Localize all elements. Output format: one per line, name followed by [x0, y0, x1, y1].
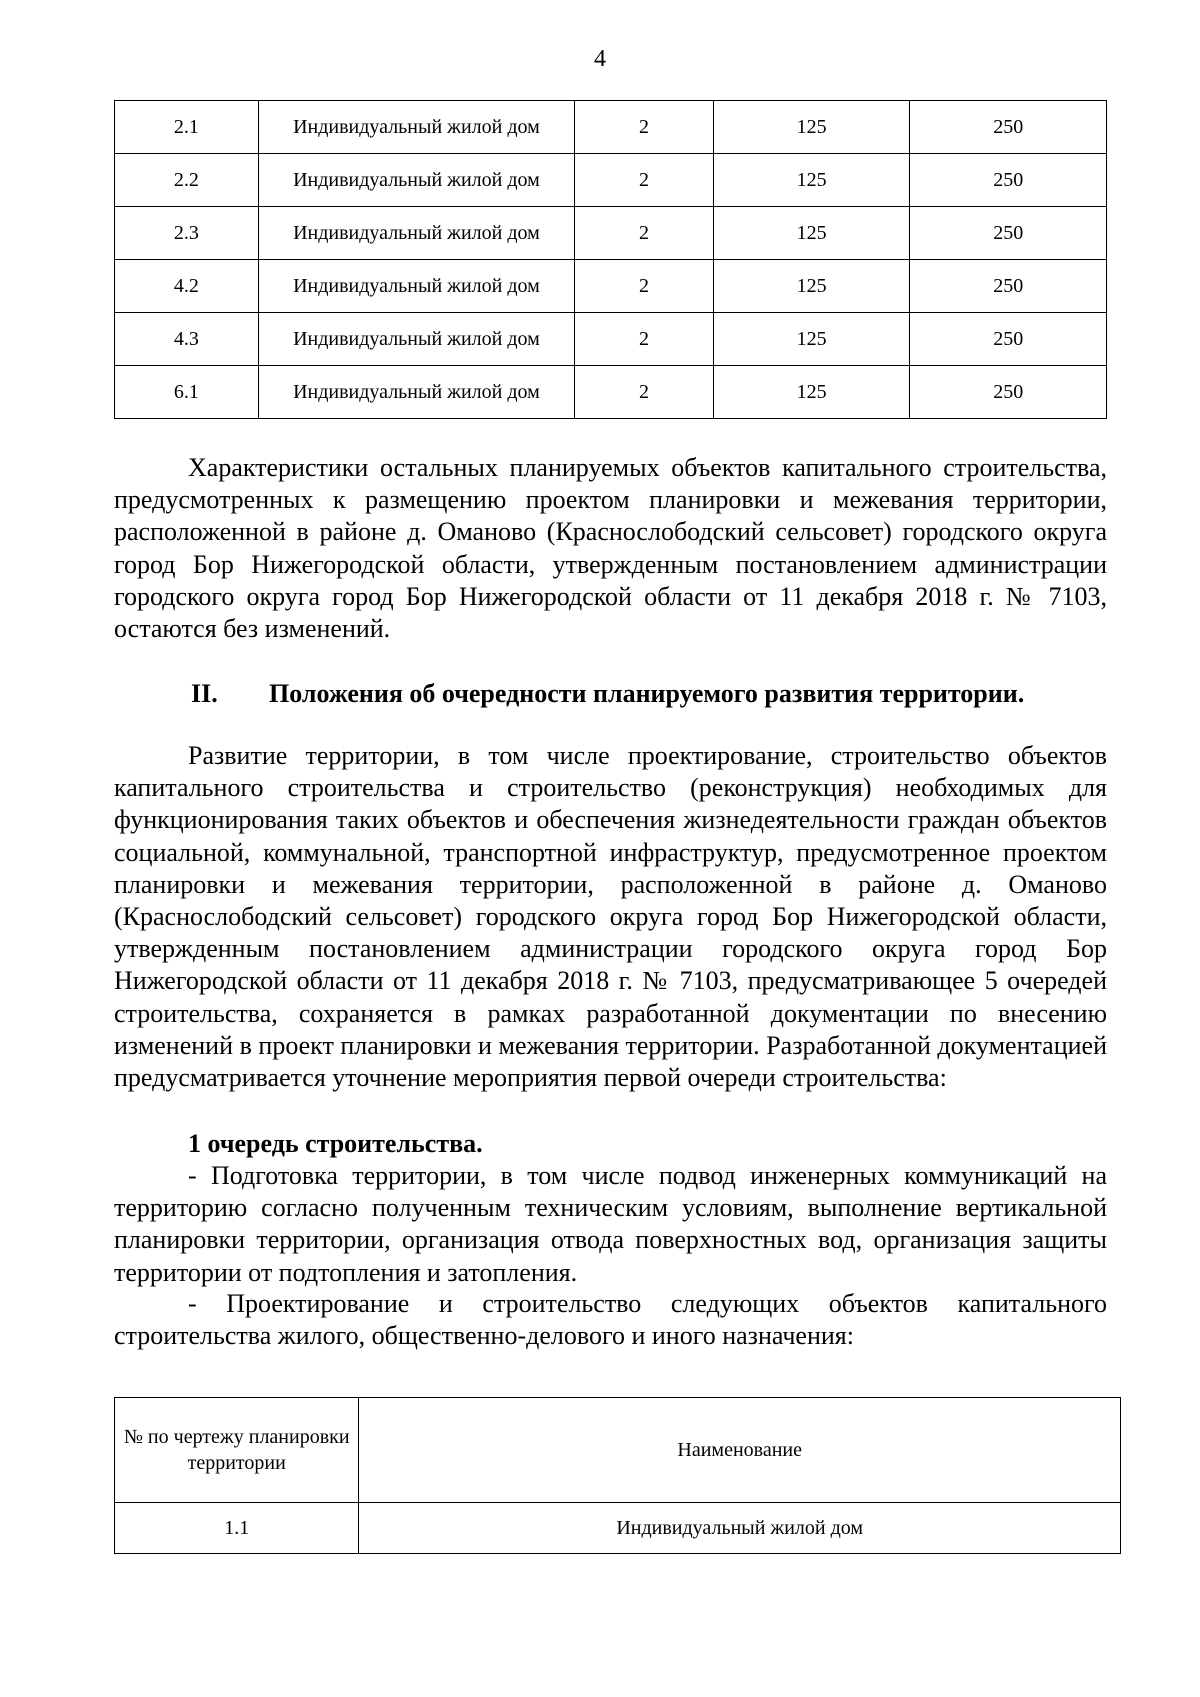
cell-number: 6.1	[115, 366, 259, 419]
cell-area: 125	[713, 260, 910, 313]
cell-name: Индивидуальный жилой дом	[258, 154, 575, 207]
cell-area: 125	[713, 313, 910, 366]
cell-number: 4.2	[115, 260, 259, 313]
section-title: Положения об очередности планируемого развития территории.	[269, 679, 1025, 708]
cell-floors: 2	[575, 260, 714, 313]
cell-floors: 2	[575, 154, 714, 207]
cell-number: 1.1	[115, 1503, 359, 1554]
table-row	[115, 101, 1107, 154]
cell-number: 2.1	[115, 101, 259, 154]
cell-total-area: 250	[910, 101, 1107, 154]
objects-table	[114, 100, 1107, 419]
cell-floors: 2	[575, 101, 714, 154]
paragraph-development: Развитие территории, в том числе проектирование, строительство объектов капитального строительства и строительство (реконструкция) необходимых для функционирования таких объектов и обеспечения жизнедеятельности граждан объектов социальной, коммунальной, транспортной инфраструктур, предусмотренное проектом планировки и межевания территории, расположенной в районе д. Оманово (Краснослободский сельсовет) городского округа город Бор Нижегородской области, утвержденным постановлением администрации городского округа город Бор Нижегородской области от 11 декабря 2018 г. № 7103, предусматривающее 5 очередей строительства, сохраняется в рамках разработанной документации по внесению изменений в проект планировки и межевания территории. Разработанной документацией предусматривается уточнение мероприятия первой очереди строительства:	[114, 741, 1107, 1093]
paragraph-characteristics: Характеристики остальных планируемых объектов капитального строительства, предусмотренных к размещению проектом планировки и межевания территории, расположенной в районе д. Оманово (Краснослободский сельсовет) городского округа город Бор Нижегородской области, утвержденным постановлением администрации городского округа город Бор Нижегородской области от 11 декабря 2018 г. № 7103, остаются без изменений.	[114, 453, 1107, 644]
cell-floors: 2	[575, 313, 714, 366]
cell-name: Индивидуальный жилой дом	[258, 260, 575, 313]
bullet-preparation: - Подготовка территории, в том числе подвод инженерных коммуникаций на территорию согласно полученным техническим условиям, выполнение вертикальной планировки территории, организация отвода поверхностных вод, организация защиты территории от подтопления и затопления.	[114, 1161, 1107, 1287]
cell-area: 125	[713, 207, 910, 260]
cell-name: Индивидуальный жилой дом	[258, 101, 575, 154]
table-row	[115, 260, 1107, 313]
cell-name: Индивидуальный жилой дом	[258, 207, 575, 260]
cell-number: 2.2	[115, 154, 259, 207]
table-row	[115, 154, 1107, 207]
cell-area: 125	[713, 101, 910, 154]
page-number: 4	[594, 46, 606, 72]
cell-total-area: 250	[910, 260, 1107, 313]
table-row	[115, 207, 1107, 260]
cell-name: Индивидуальный жилой дом	[258, 313, 575, 366]
stage-objects-table	[114, 1397, 1121, 1554]
cell-total-area: 250	[910, 366, 1107, 419]
cell-floors: 2	[575, 207, 714, 260]
cell-name: Индивидуальный жилой дом	[359, 1503, 1121, 1554]
cell-area: 125	[713, 366, 910, 419]
cell-number: 2.3	[115, 207, 259, 260]
section-number: II.	[191, 679, 218, 708]
header-drawing-number: № по чертежу планировки территории	[115, 1398, 359, 1503]
table-row	[115, 313, 1107, 366]
table-row	[115, 1503, 1121, 1554]
header-name: Наименование	[359, 1398, 1121, 1503]
table-header-row	[115, 1398, 1121, 1503]
cell-area: 125	[713, 154, 910, 207]
table-row	[115, 366, 1107, 419]
cell-total-area: 250	[910, 313, 1107, 366]
cell-name: Индивидуальный жилой дом	[258, 366, 575, 419]
cell-number: 4.3	[115, 313, 259, 366]
cell-floors: 2	[575, 366, 714, 419]
bullet-construction: - Проектирование и строительство следующих объектов капитального строительства жилого, общественно-делового и иного назначения:	[114, 1289, 1107, 1351]
stage-heading: 1 очередь строительства.	[188, 1129, 483, 1158]
cell-total-area: 250	[910, 207, 1107, 260]
cell-total-area: 250	[910, 154, 1107, 207]
